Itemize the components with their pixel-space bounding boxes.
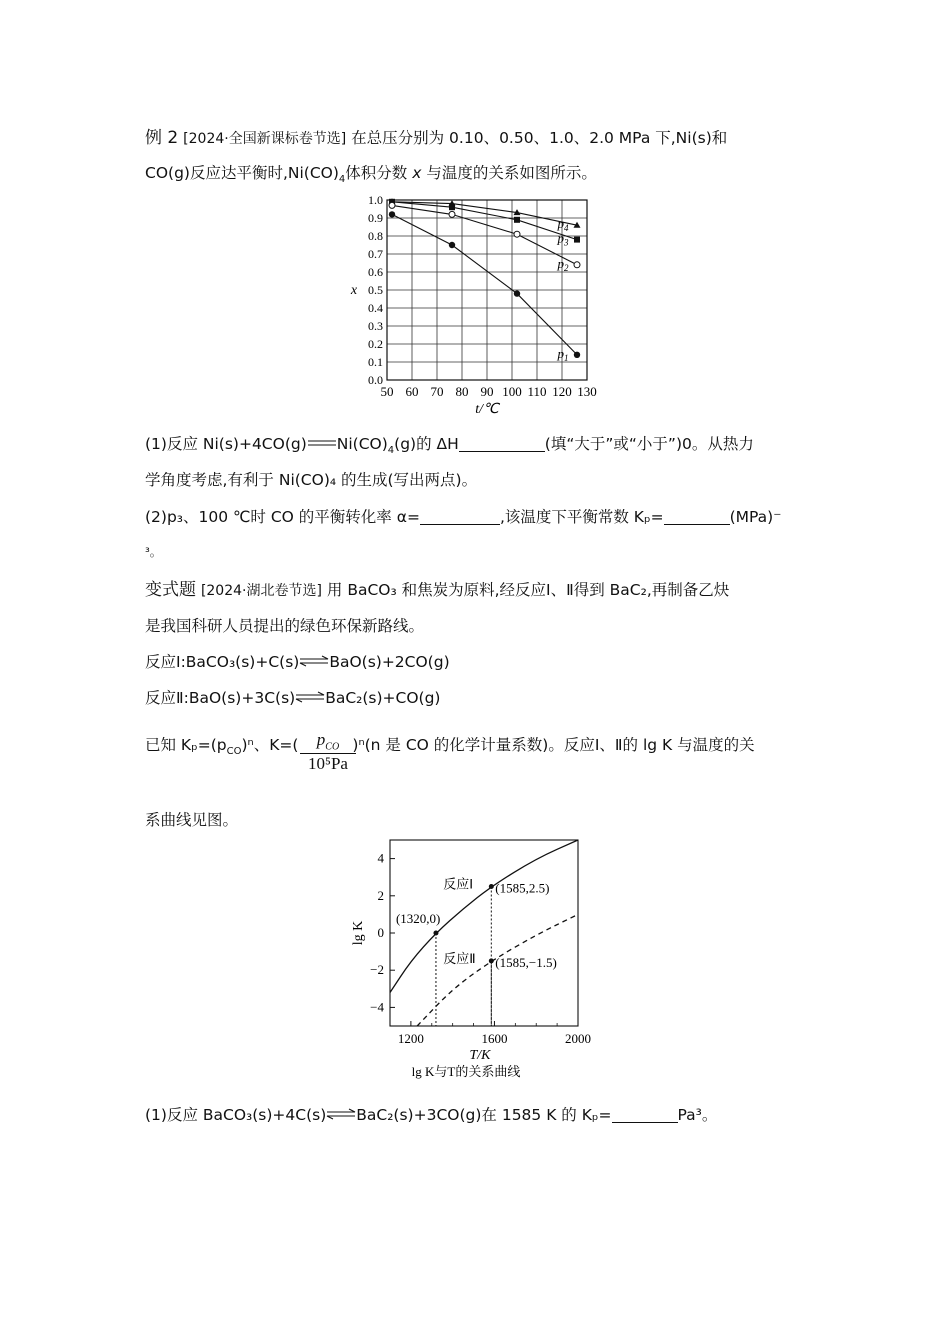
x-tick-label: 1200 xyxy=(397,1031,424,1046)
y-tick-label: 4 xyxy=(377,850,384,866)
variant-label: 变式题 xyxy=(145,580,196,600)
x-tick-label: 50 xyxy=(380,384,394,399)
data-point xyxy=(389,202,395,208)
text-seg: 反应Ⅱ:BaO(s)+3C(s) xyxy=(145,689,296,707)
y-tick-label: 0.2 xyxy=(368,337,383,351)
x-tick-label: 60 xyxy=(405,384,419,399)
data-point xyxy=(449,204,455,210)
text-seg: ³。 xyxy=(145,545,162,559)
equilibrium-arrow-icon xyxy=(295,691,325,703)
x-axis-label: T/K xyxy=(469,1048,491,1063)
plot-frame xyxy=(390,840,578,1026)
answer-blank[interactable] xyxy=(420,508,500,525)
data-point xyxy=(514,231,520,237)
text-seg: Pa³。 xyxy=(677,1106,718,1124)
data-point xyxy=(389,211,395,217)
subscript: 4 xyxy=(338,174,346,186)
text-seg: 已知 Kₚ=(p xyxy=(145,736,227,754)
text-seg: )ⁿ(n 是 CO 的化学计量系数)。反应Ⅰ、Ⅱ的 lg K 与温度的关 xyxy=(352,736,755,754)
y-tick-label: −4 xyxy=(370,999,384,1015)
example-text-1: 在总压分别为 0.10、0.50、1.0、2.0 MPa 下,Ni(s)和 xyxy=(351,129,728,147)
data-point xyxy=(489,958,494,963)
reaction-2 xyxy=(145,688,440,708)
subscript: CO xyxy=(226,746,242,758)
variant-q1 xyxy=(145,1105,717,1125)
variant-source: [2024·湖北卷节选] xyxy=(200,583,322,599)
series-line-p1 xyxy=(392,214,577,354)
series-label-p3: $p_3$ xyxy=(557,230,569,248)
y-tick-label: 0.9 xyxy=(368,211,383,225)
equilibrium-arrow-icon xyxy=(307,437,337,449)
y-tick-label: −2 xyxy=(370,962,384,978)
text-seg: 体积分数 xyxy=(345,164,413,182)
text-seg: 是我国科研人员提出的绿色环保新路线。 xyxy=(145,617,425,635)
q1-line1 xyxy=(145,434,754,461)
text-seg: )ⁿ、K=( xyxy=(241,736,299,754)
subscript: 4 xyxy=(387,445,395,457)
q2-line2 xyxy=(145,542,162,562)
point-label: (1585,−1.5) xyxy=(495,954,557,970)
data-point xyxy=(574,352,580,358)
text-seg: BaO(s)+2CO(g) xyxy=(329,653,450,671)
data-point xyxy=(449,242,455,248)
x-tick-label: 90 xyxy=(480,384,494,399)
q1-line2 xyxy=(145,470,477,490)
chart-caption: lg K与T的关系曲线 xyxy=(411,1064,521,1079)
text-seg: 系曲线见图。 xyxy=(145,811,239,829)
point-label: (1585,2.5) xyxy=(495,880,550,896)
data-point xyxy=(574,237,580,243)
example2-line1 xyxy=(145,128,727,149)
series-label-p4: $p_4$ xyxy=(557,216,569,234)
curve-label-2: 反应Ⅱ xyxy=(443,950,476,966)
example-source: [2024·全国新课标卷节选] xyxy=(183,131,347,147)
data-point xyxy=(433,931,438,936)
data-point xyxy=(514,217,520,223)
x-tick-label: 130 xyxy=(577,384,597,399)
frac-num: p xyxy=(316,730,326,749)
text-seg: (g)的 ΔH xyxy=(394,435,459,453)
text-seg: 与温度的关系如图所示。 xyxy=(421,164,597,182)
example2-line2 xyxy=(145,163,597,190)
y-tick-label: 0.1 xyxy=(368,355,383,369)
x-tick-label: 1600 xyxy=(481,1031,508,1046)
ni-co-chart xyxy=(340,190,610,425)
equilibrium-arrow-icon xyxy=(326,1108,356,1120)
text-seg: (2)p₃、100 ℃时 CO 的平衡转化率 α= xyxy=(145,508,420,526)
x-tick-label: 100 xyxy=(502,384,522,399)
text-seg: (1)反应 BaCO₃(s)+4C(s) xyxy=(145,1106,327,1124)
text-seg: Ni(CO) xyxy=(336,435,388,453)
data-point xyxy=(449,211,455,217)
x-tick-label: 80 xyxy=(455,384,469,399)
text-seg: BaC₂(s)+3CO(g)在 1585 K 的 Kₚ= xyxy=(356,1106,612,1124)
lgk-chart xyxy=(340,838,610,1093)
series-line-p3 xyxy=(392,202,577,240)
y-tick-label: 2 xyxy=(377,887,384,903)
x-tick-label: 120 xyxy=(552,384,572,399)
y-tick-label: 0.6 xyxy=(368,265,383,279)
data-point xyxy=(514,290,520,296)
x-axis-label: t/℃ xyxy=(475,402,499,417)
text-seg: 反应Ⅰ:BaCO₃(s)+C(s) xyxy=(145,653,300,671)
var-x: x xyxy=(412,164,422,182)
curve-reaction-2 xyxy=(417,914,578,1026)
text-seg: 学角度考虑,有利于 Ni(CO)₄ 的生成(写出两点)。 xyxy=(145,471,478,489)
text-seg: CO(g)反应达平衡时,Ni(CO) xyxy=(145,164,339,182)
reaction-1 xyxy=(145,652,450,672)
answer-blank[interactable] xyxy=(612,1106,678,1123)
known-line1 xyxy=(145,735,755,762)
variant-line2 xyxy=(145,616,424,636)
y-tick-label: 0.3 xyxy=(368,319,383,333)
curve-label-1: 反应Ⅰ xyxy=(443,876,474,892)
text-seg: ,该温度下平衡常数 Kₚ= xyxy=(499,508,664,526)
data-point xyxy=(574,262,580,268)
series-line-p2 xyxy=(392,205,577,264)
known-line2 xyxy=(145,810,238,830)
frac-num-sub: CO xyxy=(325,741,340,753)
text-seg: BaC₂(s)+CO(g) xyxy=(325,689,441,707)
q2-line1 xyxy=(145,507,781,527)
y-tick-label: 0.8 xyxy=(368,229,383,243)
answer-blank[interactable] xyxy=(664,508,730,525)
y-tick-label: 0.5 xyxy=(368,283,383,297)
y-axis-label: lg K xyxy=(351,920,366,946)
data-point xyxy=(489,884,494,889)
y-tick-label: 0.0 xyxy=(368,373,383,387)
variant-line1 xyxy=(145,580,729,601)
equilibrium-arrow-icon xyxy=(299,655,329,667)
series-label-p1: $p_1$ xyxy=(557,345,569,363)
x-tick-label: 70 xyxy=(430,384,444,399)
y-axis-label: x xyxy=(350,283,358,298)
y-tick-label: 0.4 xyxy=(368,301,383,315)
x-tick-label: 2000 xyxy=(565,1031,591,1046)
example-label: 例 2 xyxy=(145,128,179,148)
pressure-fraction xyxy=(300,730,356,774)
x-tick-label: 110 xyxy=(527,384,547,399)
frac-den: 10⁵Pa xyxy=(308,754,348,774)
series-label-p2: $p_2$ xyxy=(557,255,569,273)
y-tick-label: 1.0 xyxy=(368,193,383,207)
y-tick-label: 0.7 xyxy=(368,247,383,261)
text-seg: (1)反应 Ni(s)+4CO(g) xyxy=(145,435,307,453)
point-label: (1320,0) xyxy=(395,911,441,926)
text-seg: (填“大于”或“小于”)0。从热力 xyxy=(544,435,754,453)
text-seg: 用 BaCO₃ 和焦炭为原料,经反应Ⅰ、Ⅱ得到 BaC₂,再制备乙炔 xyxy=(326,581,730,599)
text-seg: (MPa)⁻ xyxy=(729,508,782,526)
answer-blank[interactable] xyxy=(459,435,545,452)
y-tick-label: 0 xyxy=(377,925,384,940)
